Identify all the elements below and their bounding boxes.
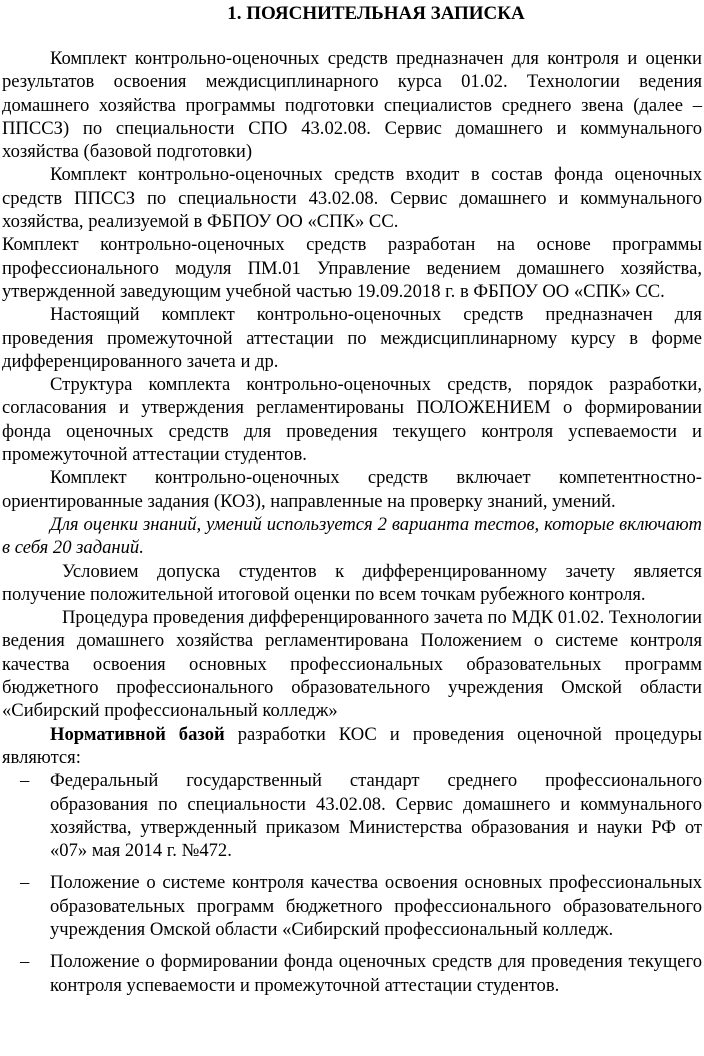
list-item-text: Положение о формировании фонда оценочных средств для проведения текущего контроля успеваемости и промежуточной аттестации студентов. (50, 951, 702, 996)
paragraph-koz: Комплект контрольно-оценочных средств включает компетентностно-ориентированные задания (КОЗ), направленные на проверку знаний, умений. (2, 467, 702, 512)
dash-marker: – (20, 872, 30, 894)
paragraph-procedure: Процедура проведения дифференцированного зачета по МДК 01.02. Технологии ведения домашнего хозяйства регламентирована Положением о системе контроля качества освоения основных профессиональных образовательных программ бюджетного профессионального образовательного учреждения Омской области «Сибирский профессиональный колледж» (2, 607, 702, 722)
document-page (0, 2, 704, 1052)
list-item (0, 950, 704, 997)
normative-list (0, 769, 704, 997)
paragraph-normative-base (0, 723, 704, 770)
paragraph-tests: Для оценки знаний, умений используется 2 варианта тестов, которые включают в себя 20 заданий. (2, 513, 702, 559)
paragraph-structure: Структура комплекта контрольно-оценочных средств, порядок разработки, согласования и утверждения регламентированы ПОЛОЖЕНИЕМ о формировании фонда оценочных средств для проведения текущего контроля успеваемости и промежуточной аттестации студентов. (2, 374, 702, 466)
list-item-text: Федеральный государственный стандарт среднего профессионального образования по специальности 43.02.08. Сервис домашнего и коммунального хозяйства, утвержденный приказом Министерства образования и науки РФ от «07» мая 2014 г. №472. (50, 770, 702, 862)
paragraph-admission: Условием допуска студентов к дифференцированному зачету является получение положительной итоговой оценки по всем точкам рубежного контроля. (2, 560, 702, 605)
paragraph-fund: Комплект контрольно-оценочных средств входит в состав фонда оценочных средств ППССЗ по специальности 43.02.08. Сервис домашнего и коммунального хозяйства, реализуемой в ФБПОУ ОО «СПК» СС. (2, 164, 702, 233)
dash-marker: – (20, 770, 30, 792)
paragraph-purpose: Комплект контрольно-оценочных средств предназначен для контроля и оценки результатов освоения междисциплинарного курса 01.02. Технологии ведения домашнего хозяйства программы подготовки специалистов среднего звена (далее – ППССЗ) по специальности СПО 43.02.08. Сервис домашнего и коммунального хозяйства (базовой подготовки) (2, 48, 702, 163)
paragraph-basis: Комплект контрольно-оценочных средств разработан на основе программы профессионального модуля ПМ.01 Управление ведением домашнего хозяйства, утвержденной заведующим учебной частью 19.09.2018 г. в ФБПОУ ОО «СПК» СС. (2, 234, 702, 302)
document-title: 1. ПОЯСНИТЕЛЬНАЯ ЗАПИСКА (227, 3, 525, 24)
list-item (0, 769, 704, 862)
normative-base-bold: Нормативной базой (50, 723, 225, 745)
paragraph-attestation: Настоящий комплект контрольно-оценочных средств предназначен для проведения промежуточной аттестации по междисциплинарному курсу в форме дифференцированного зачета и др. (2, 304, 702, 372)
dash-marker: – (20, 951, 30, 973)
normative-base-rest: разработки КОС и проведения оценочной процедуры являются: (2, 723, 702, 768)
list-item-text: Положение о системе контроля качества освоения основных профессиональных образовательных программ бюджетного профессионального образовательного учреждения Омской области «Сибирский профессиональный колледж. (50, 872, 702, 940)
list-item (0, 871, 704, 941)
